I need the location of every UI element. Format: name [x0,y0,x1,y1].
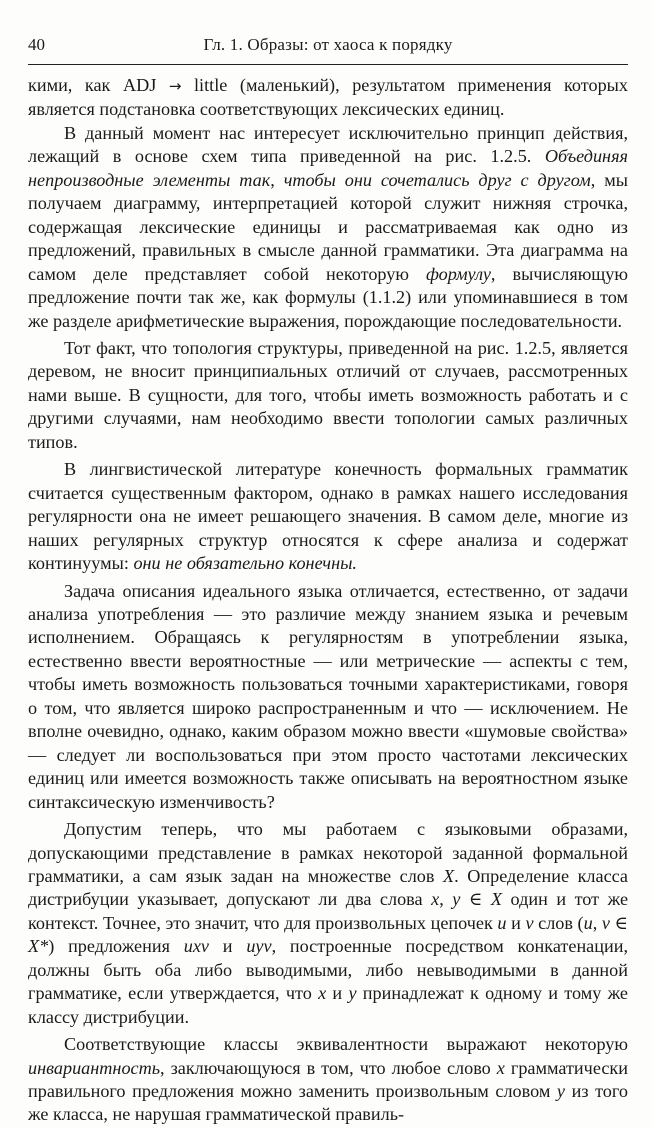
text-run: . Определение класса дистрибуции указывает, допускают ли два слова [28,865,629,910]
text-run: ∈ [460,889,491,910]
text-run: В лингвистической литературе конечность формальных грамматик считается существенным фактором, однако в рамках нашего исследования регулярности она не имеет решающего значения. В самом деле, многие из наших регулярных структур относятся к сфере анализа и содержат континуумы: [28,459,628,574]
text-run: Допустим теперь, что мы работаем с языковыми образами, допускающими представление в рамках некоторой заданной формальной грамматики, а сам язык задан на множестве слов [28,819,628,886]
running-title: Гл. 1. Образы: от хаоса к порядку [203,35,453,54]
text-run: грамматически правильного предложения можно заменить произвольным словом [28,1057,628,1102]
header-rule [28,64,628,65]
italic-text: v [601,912,610,933]
text-run: Тот факт, что топология структуры, приведенной на рис. 1.2.5, является деревом, не вносит принципиальных отличий от случаев, рассмотренных нами выше. В сущности, для того, чтобы иметь возможность работать и с другими случаями, нам необходимо ввести топологии самых различных типов. [28,337,628,452]
page-number: 40 [28,35,45,54]
text-run: , [592,912,602,933]
italic-text: инвариантность [28,1057,161,1078]
text-run: один и тот же контекст. Точнее, это значит, что для произвольных цепочек [28,889,629,933]
italic-text: u [583,912,593,933]
text-run: Задача описания идеального языка отличается, естественно, от задачи анализа употребления — это различие между знанием языка и речевым исполнением. Обращаясь к регулярностям в употреблении языка, естественно ввести вероятностные — или метрические — аспекты с тем, чтобы иметь возможность пользоваться точными характеристиками, говоря о том, что является широко распространенным и что — исключением. Не вполне очевидно, однако, каким образом можно ввести «шумовые свойства» — следует ли воспользоваться при этом просто частотами лексических единиц или имеется возможность также описывать на вероятностном языке синтаксическую изменчивость? [28,580,628,812]
italic-text: y [348,983,357,1004]
page-body [28,74,628,1127]
paragraph [28,1033,628,1127]
text-run: и [506,912,526,933]
paragraph [28,337,628,454]
text-run: из того же класса, не нарушая грамматической правиль- [28,1081,628,1125]
italic-text: x [318,983,327,1004]
page-header [28,34,628,56]
italic-text: они не обязательно конечны. [133,553,357,574]
italic-text: X [443,865,455,886]
paragraph [28,580,628,815]
italic-text: x [431,889,440,910]
text-run: слов ( [533,912,584,933]
italic-text: y [452,889,461,910]
italic-text: u [497,912,507,933]
text-run: → [168,77,182,95]
text-run: ) предложения [48,936,184,957]
text-run: и [326,983,349,1004]
book-page [28,34,628,1127]
text-run: ∈ [609,912,629,933]
text-run: , заключающуюся в том, что любое слово [160,1057,497,1078]
text-run: кими, как ADJ [28,75,169,95]
italic-text: Объединяя непроизводные элементы так, чтобы они сочетались друг с другом [28,146,628,190]
paragraph [28,818,628,1029]
text-run: Соответствующие классы эквивалентности выражают некоторую [64,1034,628,1055]
italic-text: X* [28,936,49,957]
italic-text: X [490,889,502,910]
paragraph [28,74,628,122]
text-run: В данный момент нас интересует исключительно принцип действия, лежащий в основе схем типа приведенной на рис. 1.2.5. [28,122,628,167]
italic-text: uyv [246,936,272,957]
text-run: , вычисляющую предложение почти так же, как формулы (1.1.2) или упоминавшиеся в том же разделе арифметические выражения, порождающие последовательности. [28,263,628,331]
paragraph [28,122,628,333]
text-run: , мы получаем диаграмму, интерпретацией которой служит нижняя строчка, содержащая лексические единицы и рассматриваемая как одно из предложений, правильных в смысле данной грамматики. Эта диаграмма на самом деле представляет собой некоторую [28,169,629,284]
italic-text: v [525,912,534,933]
italic-text: y [556,1081,565,1102]
italic-text: uxv [183,936,209,957]
text-run: и [208,936,247,957]
italic-text: x [496,1057,505,1078]
text-run: little (маленький), результатом применения которых является подстановка соответствующих лексических единиц. [28,75,628,120]
paragraph [28,458,628,575]
text-run: , [439,889,453,910]
italic-text: формулу [426,263,491,284]
text-run: , построенные посредством конкатенации, должны быть оба либо выводимыми, либо невыводимыми в данной грамматике, если утверждается, что [28,936,629,1004]
text-run: принадлежат к одному и тому же классу дистрибуции. [28,983,628,1027]
